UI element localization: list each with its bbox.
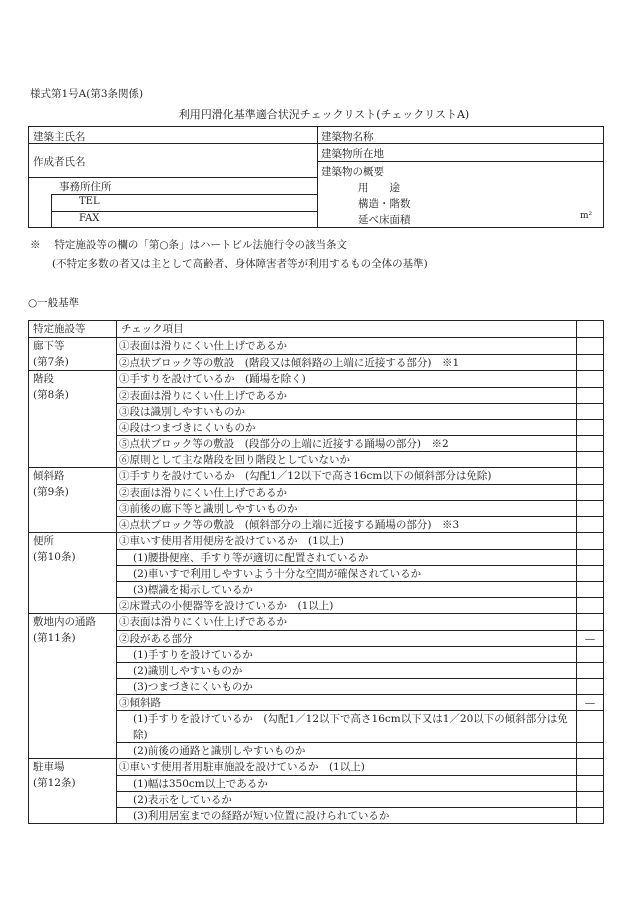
not-applicable-mark: — <box>577 694 603 710</box>
table-row <box>29 403 603 419</box>
check-subitem: (1)手すりを設けているか (勾配1／12以下で高さ16cm以下又は1／20以下の傾斜部分は免除) <box>117 710 577 742</box>
table-row <box>29 597 603 613</box>
note-line-1 <box>30 236 428 255</box>
note-line-2: (不特定多数の者又は主として高齢者、身体障害者等が利用するもの全体の基準) <box>52 258 428 270</box>
check-subitem: (3)標識を掲示しているか <box>117 581 577 597</box>
notes <box>30 236 428 274</box>
checkbox-cell[interactable] <box>577 759 603 775</box>
checkbox-cell[interactable] <box>577 742 603 758</box>
check-item: ③傾斜路 <box>117 694 577 710</box>
owner-label: 建築主氏名 <box>33 131 86 143</box>
check-item: ①手すりを設けているか (踊場を除く) <box>117 371 577 387</box>
table-row <box>29 451 603 467</box>
check-subitem: (1)腰掛便座、手すり等が適切に配置されているか <box>117 549 577 565</box>
structure-label: 構造・階数 <box>358 198 411 210</box>
checkbox-cell[interactable] <box>577 533 603 549</box>
col-check-header: チェック項目 <box>117 321 577 337</box>
checkbox-cell[interactable] <box>577 662 603 678</box>
checkbox-cell[interactable] <box>577 549 603 565</box>
building-info-table <box>28 126 604 228</box>
table-row <box>29 646 603 662</box>
table-row <box>29 354 603 370</box>
group-article: (第9条) <box>33 486 69 498</box>
checkbox-cell[interactable] <box>577 500 603 516</box>
table-row <box>29 419 603 435</box>
check-subitem: (3)利用居室までの経路が短い位置に設けられているか <box>117 807 577 823</box>
check-item: ②表面は滑りにくい仕上げであるか <box>117 387 577 403</box>
table-row <box>29 435 603 451</box>
table-row <box>29 630 603 646</box>
checkbox-cell[interactable] <box>577 597 603 613</box>
building-location-label: 建築物所在地 <box>321 148 384 160</box>
checkbox-cell[interactable] <box>577 338 603 354</box>
check-item: ③段は識別しやすいものか <box>117 403 577 419</box>
table-row <box>29 484 603 500</box>
group-corridor-row <box>29 337 603 354</box>
col-mark-header <box>577 321 603 337</box>
checkbox-cell[interactable] <box>577 565 603 581</box>
check-item: ②点状ブロック等の敷設 (階段又は傾斜路の上端に近接する部分) ※1 <box>117 354 577 370</box>
checkbox-cell[interactable] <box>577 775 603 791</box>
group-toilet-row <box>29 532 603 549</box>
table-row <box>29 710 603 742</box>
author-label: 作成者氏名 <box>33 156 86 168</box>
check-item: ①車いす使用者用駐車施設を設けているか (1以上) <box>117 759 577 775</box>
table-row <box>29 516 603 532</box>
building-name-label: 建築物名称 <box>321 131 374 143</box>
table-header-row <box>29 321 603 337</box>
table-row <box>29 662 603 678</box>
group-name: 便所 <box>33 535 54 547</box>
table-row <box>29 742 603 758</box>
building-column <box>318 127 603 227</box>
check-item: ④点状ブロック等の敷設 (傾斜部分の上端に近接する踊場の部分) ※3 <box>117 516 577 532</box>
checkbox-cell[interactable] <box>577 451 603 467</box>
group-article: (第12条) <box>33 777 76 789</box>
check-subitem: (2)車いすで利用しやすいよう十分な空間が確保されているか <box>117 565 577 581</box>
note-text-1: 特定施設等の欄の「第○条」はハートビル法施行令の該当条文 <box>54 239 348 251</box>
group-name: 敷地内の通路 <box>33 616 96 628</box>
check-subitem: (3)つまづきにくいものか <box>117 678 577 694</box>
check-subitem: (2)表示をしているか <box>117 791 577 807</box>
group-article: (第7条) <box>33 356 69 368</box>
table-row <box>29 565 603 581</box>
table-row <box>29 678 603 694</box>
checkbox-cell[interactable] <box>577 387 603 403</box>
tel-label: TEL <box>79 196 100 207</box>
building-overview-label: 建築物の概要 <box>321 166 384 178</box>
floor-area-unit: m² <box>580 211 593 221</box>
check-item: ⑥原則として主な階段を回り階段としていないか <box>117 451 577 467</box>
check-subitem: (1)幅は350cm以上であるか <box>117 775 577 791</box>
checkbox-cell[interactable] <box>577 516 603 532</box>
check-item: ②段がある部分 <box>117 630 577 646</box>
group-name: 駐車場 <box>33 761 65 773</box>
office-address-label: 事務所住所 <box>59 181 112 193</box>
fax-label: FAX <box>79 213 100 224</box>
table-row <box>29 500 603 516</box>
group-article: (第11条) <box>33 632 76 644</box>
check-item: ①車いす使用者用便房を設けているか (1以上) <box>117 533 577 549</box>
applicant-column <box>29 127 318 227</box>
check-subitem: (2)前後の通路と識別しやすいものか <box>117 742 577 758</box>
checkbox-cell[interactable] <box>577 581 603 597</box>
checkbox-cell[interactable] <box>577 403 603 419</box>
table-row <box>29 807 603 823</box>
table-row <box>29 387 603 403</box>
table-row <box>29 791 603 807</box>
check-item: ①表面は滑りにくい仕上げであるか <box>117 614 577 630</box>
col-facility-header: 特定施設等 <box>29 321 117 337</box>
checkbox-cell[interactable] <box>577 807 603 823</box>
checkbox-cell[interactable] <box>577 646 603 662</box>
section-heading: ○一般基準 <box>28 297 80 309</box>
group-site-path-row <box>29 613 603 630</box>
check-item: ②表面は滑りにくい仕上げであるか <box>117 484 577 500</box>
check-item: ②床置式の小便器等を設けているか (1以上) <box>117 597 577 613</box>
group-article: (第10条) <box>33 551 76 563</box>
checkbox-cell[interactable] <box>577 468 603 484</box>
floor-area-label: 延べ床面積 <box>358 214 411 226</box>
group-name: 傾斜路 <box>33 470 65 482</box>
table-row <box>29 775 603 791</box>
check-item: ⑤点状ブロック等の敷設 (段部分の上端に近接する踊場の部分) ※2 <box>117 435 577 451</box>
checkbox-cell[interactable] <box>577 678 603 694</box>
checkbox-cell[interactable] <box>577 791 603 807</box>
checkbox-cell[interactable] <box>577 614 603 630</box>
document-title: 利用円滑化基準適合状況チェックリスト(チェックリストA) <box>178 108 470 121</box>
check-item: ①表面は滑りにくい仕上げであるか <box>117 338 577 354</box>
group-ramp-row <box>29 467 603 484</box>
checkbox-cell[interactable] <box>577 354 603 370</box>
checkbox-cell[interactable] <box>577 435 603 451</box>
check-subitem: (2)識別しやすいものか <box>117 662 577 678</box>
check-item: ①手すりを設けているか (勾配1／12以下で高さ16cm以下の傾斜部分は免除) <box>117 468 577 484</box>
group-parking-row <box>29 758 603 775</box>
form-number: 様式第1号A(第3条関係) <box>30 88 144 100</box>
check-item: ④段はつまづきにくいものか <box>117 419 577 435</box>
not-applicable-mark: — <box>577 630 603 646</box>
group-name: 階段 <box>33 373 54 385</box>
checkbox-cell[interactable] <box>577 419 603 435</box>
check-subitem: (1)手すりを設けているか <box>117 646 577 662</box>
group-article: (第8条) <box>33 389 69 401</box>
checkbox-cell[interactable] <box>577 371 603 387</box>
table-row <box>29 694 603 710</box>
use-label: 用 途 <box>358 182 400 194</box>
table-row <box>29 581 603 597</box>
table-row <box>29 549 603 565</box>
group-stairs-row <box>29 370 603 387</box>
checkbox-cell[interactable] <box>577 484 603 500</box>
group-name: 廊下等 <box>33 340 65 352</box>
checkbox-cell[interactable] <box>577 710 603 742</box>
note-mark: ※ <box>30 239 41 251</box>
checklist-table <box>28 320 604 824</box>
check-item: ③前後の廊下等と識別しやすいものか <box>117 500 577 516</box>
